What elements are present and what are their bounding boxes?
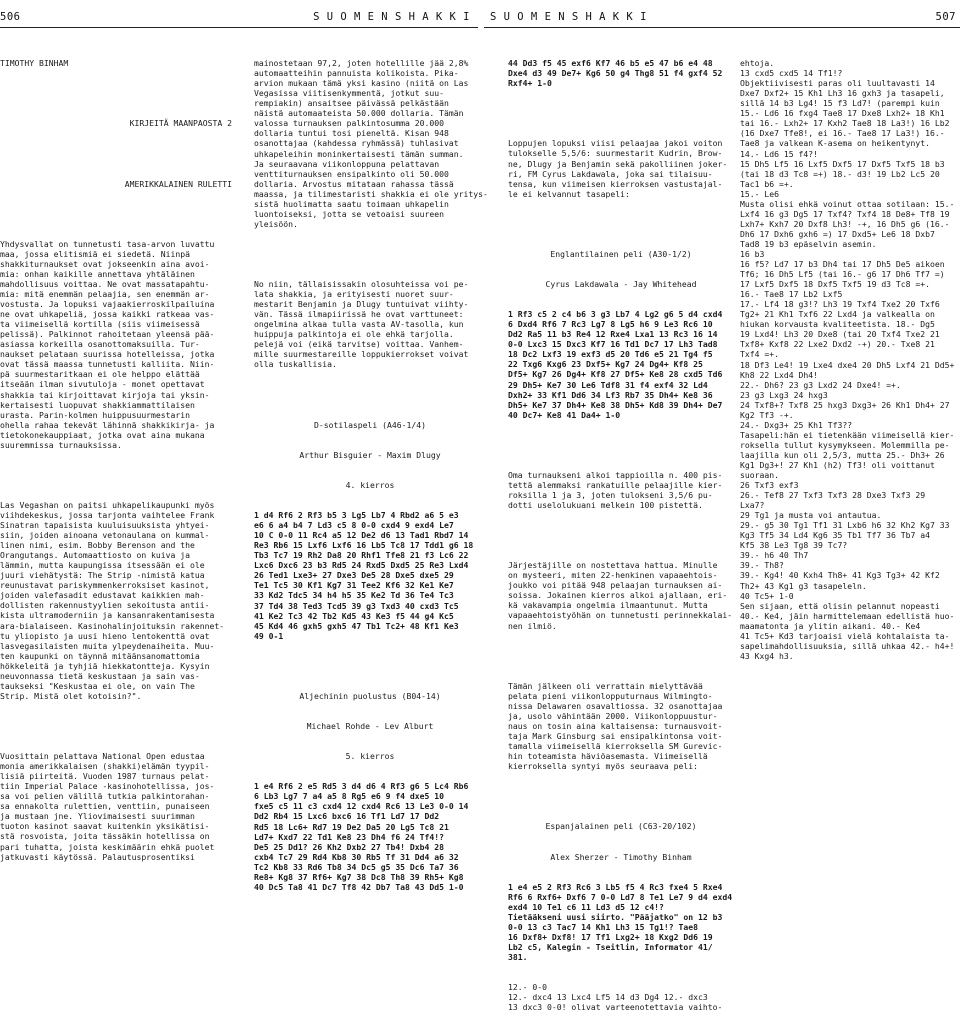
game-moves: 1 d4 Rf6 2 Rf3 b5 3 Lg5 Lb7 4 Rbd2 a6 5 e3 e6 6 a4 b4 7 Ld3 c5 8 0-0 cxd4 9 exd4 Le7 10 C 0-0 11 Rc4 a5 12 De2 d6 13 Tad1 Rbd7 14 Re3 Rb6 15 Lxf6 Lxf6 16 Lb5 Tc8 17 Tdd1 g6 18 Tb3 Tc7 19 Rh2 Da8 20 Rhf1 Tfe8 21 f3 Lc6 22 Lxc6 Dxc6 23 b3 Rd5 24 Rxd5 Dxd5 25 Re3 Lxd4 26 Ted1 Lxe3+ 27 Dxe3 De5 28 Dxe5 dxe5 29 Te1 Tc5 30 Kf1 Kg7 31 Tee2 Kf6 32 Ke1 Ke7 33 Kd2 Tdc5 34 h4 h5 35 Ke2 Td 36 Te4 Tc3 37 Td4 38 Ted3 Tcd5 39 g3 Txd3 40 cxd3 Tc5 41 Ke2 Tc3 42 Tb2 Kd5 43 Ke3 f5 44 g4 Kc5 45 Kd4 46 gxh5 gxh5 47 Tb1 Tc2+ 48 Kf1 Ke3 49 0-1 xyxy=(254,510,474,641)
game-opening: Aljechinin puolustus (B04-14) xyxy=(299,690,441,701)
header-rule-left xyxy=(0,27,478,28)
game-round: 5. kierros xyxy=(345,751,395,762)
paragraph: No niin, tällaisissakin olosuhteissa voi pe- lata shakkia, ja erityisesti nuoret suur- mestarit Benjamin ja Dlugy tuntuivat viihty- vän. Tässä ilmapiirissä he ovat varttuneet: ongelmina alkaa tulla vasta AV-tasolla, kun huippuja palkintoja ei ole ehkä tarjolla. pelejä voi (eikä tarvitse) voittaa. Vanhem- mille suurmestareille loppukierrokset voivat olla tuskallisia. xyxy=(254,279,469,370)
paragraph: Oma turnaukseni alkoi tappioilla n. 400 pis- tettä alemmaksi rankatuille pelaajille kier- roksilla 1 ja 3, joten tulokseni 3,5/6 pu- dotti uselolukuani melkein 100 pistettä. xyxy=(508,469,723,511)
article-title: KIRJEITÄ MAANPAOSTA 2 xyxy=(129,118,232,129)
game-moves-annotation: 12.- 0-0 12.- dxc4 13 Lxc4 Lf5 14 d3 Dg4 12.- dxc3 13 dxc3 0-0! olivat varteenotettavia vaihto- xyxy=(508,982,723,1013)
column-2 xyxy=(254,38,488,892)
header-rule-right xyxy=(484,27,960,28)
game-annotations: ehtoja. 13 cxd5 cxd5 14 Tf1!? Objektiivisesti paras oli luultavasti 14 Dxe7 Dxf2+ 15 Kh1 Lh3 16 gxh3 ja tasapeli, sillä 14 b3 Lg4! 15 f3 Ld7! (parempi kuin 15.- Ld6 16 fxg4 Tae8 17 Dxe8 Lxh2+ 18 Kh1 tai 16.- Lxh2+ 17 Kxh2 Tae8 18 La3!) 16 Lb2 (16 Dxe7 Tfe8!, ei 16.- Tae8 17 La3!) 16.- Tae8 ja valkean K-asema on heikentynyt. 14.- Ld6 15 f4?! 15 Dh5 Lf5 16 Lxf5 Dxf5 17 Dxf5 Txf5 18 b3 (tai 18 d3 Tc8 =+) 18.- d3! 19 Lb2 Lc5 20 Tac1 b6 =+. 15.- Le6 Musta olisi ehkä voinut ottaa sotilaan: 15.- Lxf4 16 g3 Dg5 17 Txf4? Txf4 18 De8+ Tf8 19 Lxh7+ Kxh7 20 Dxf8 Lh3! -+, 16 Dh5 g6 (16.- Dh6 17 Dxh6 gxh6 =) 17 Dxd5+ Le6 18 Dxb7 Tad8 19 b3 epäselvin asemin. 16 b3 16 f5? Ld7 17 b3 Dh4 tai 17 Dh5 De5 aikoen Tf6; 16 Dh5 Lf5 (tai 16.- g6 17 Dh6 Tf7 =) 17 Lxf5 Dxf5 18 Dxf5 Txf5 19 d3 Tc8 =+. 16.- Tae8 17 Lb2 Lxf5 17.- Lf4 18 g3!? Lh3 19 Txf4 Txe2 20 Txf6 Tg2+ 21 Kh1 Txf6 22 Lxd4 ja valkealla on hiukan korvausta kvaliteetista. 18.- Dg5 19 Lxd4! Lh3 20 Dxe8 (tai 20 Txf4 Txe2 21 Txf8+ Kxf8 22 Lxe2 Dxd2 -+) 20.- Txe8 21 Txf4 =+. 18 Df3 Le4! 19 Lxe4 dxe4 20 Dh5 Lxf4 21 Dd5+ Kh8 22 Lxd4 Dh4! 22.- Dh6? 23 g3 Lxd2 24 Dxe4! =+. 23 g3 Lxg3 24 hxg3 24 Txf8+? Txf8 25 hxg3 Dxg3+ 26 Kh1 Dh4+ 27 Kg2 Tf3 -+. 24.- Dxg3+ 25 Kh1 Tf3?? Tasapeli:hän ei tietenkään viimeisellä kier- roksella tullut kysymykseen. Molemmilla pe- laajilla kun oli 2,5/3, mutta 25.- Dh3+ 26 Kg1 Dg3+! 27 Kh1 (h2) Tf3! oli voittanut suoraan. 26 Txf3 exf3 26.- Tef8 27 Txf3 Txf3 28 Dxe3 Txf3 29 Lxa7? 29 Tg1 ja musta voi antautua. 29.- g5 30 Tg1 Tf1 31 Lxb6 h6 32 Kh2 Kg7 33 Kg3 Tf5 34 Ld4 Kg6 35 Tb1 Tf7 36 Tb7 a4 Kf5 38 Le3 Tg8 39 Tc7? 39.- h6 40 Th7 39.- Th8? 39.- Kg4! 40 Kxh4 Th8+ 41 Kg3 Tg3+ 42 Kf2 Th2+ 43 Kg1 g3 tasapeleln. 40 Tc5+ 1-0 Sen sijaan, että olisin pelannut nopeasti 40.- Ke4, jäin harmittelemaan edellistä huo- maamatonta ja ylitin aikani. 40.- Ke4 41 Tc5+ Kd3 tarjoaisi vielä kohtalaista ta- sapelimahdollisuuksia, sillä uhkaa 42.- h4+! 43 Kxg4 h3. xyxy=(740,58,955,661)
paragraph: Vuosittain pelattava National Open edustaa monia amerikkalaisen (shakki)elämän tyypil- lisiä piirteitä. Vuoden 1987 turnaus pelat- tiin Imperial Palace -kasinohotellissa, jos- sa voi pelien välillä tutkia palkintorahan- sa ennakolta rulettien, venttiin, punaiseen ja mustaan jne. Yliovimaisesti suurimman tuoton kasinot saavat kuitenkin yksikätisi- stä rosvoista, joita tässäkin hotellissa on pari tuhatta, joista keskimäärin ehkä puolet jatkuvasti käytössä. Palautusprosentiksi xyxy=(0,751,215,862)
game-players: Arthur Bisguier - Maxim Dlugy xyxy=(299,449,441,460)
article-author: TIMOTHY BINHAM xyxy=(0,58,69,69)
game-players: Alex Sherzer - Timothy Binham xyxy=(550,851,692,862)
running-title-left: S U O M E N S H A K K I xyxy=(313,11,470,23)
game-opening: D-sotilaspeli (A46-1/4) xyxy=(313,419,427,430)
column-3 xyxy=(508,38,734,1013)
game-players: Michael Rohde - Lev Alburt xyxy=(306,721,434,732)
game-moves: 1 e4 e5 2 Rf3 Rc6 3 Lb5 f5 4 Rc3 fxe4 5 Rxe4 Rf6 6 Rxf6+ Dxf6 7 0-0 Ld7 8 Te1 Le7 9 d4 exd4 exd4 10 Te1 c6 11 Ld3 d5 12 c4!? Tietääkseni uusi siirto. "Pääjatko" on 12 b3 0-0 13 c3 Tac7 14 Kh1 Lh3 15 Tg1!? Tae8 16 Dxf8+ Dxf8! 17 Tf1 Lxg2+ 18 Kxg2 Dd6 19 Lb2 c5, Kalegin - Tseitlin, Informator 41/ 381. xyxy=(508,881,733,962)
page-number-left: 506 xyxy=(0,11,21,23)
game-moves: 44 Dd3 f5 45 exf6 Kf7 46 b5 e5 47 b6 e4 48 Dxe4 d3 49 De7+ Kg6 50 g4 Thg8 51 f4 gxf4 52 Rxf4+ 1-0 xyxy=(508,58,723,89)
paragraph: Las Vegashan on paitsi uhkapelikaupunki myös viihdekeskus, jossa tarjonta vaihtelee Frank Sinatran tapaisista kuuluisuuksista yhtyei- siin, joiden ainoana vetonaulana on kummal- linen nimi, esim. Bobby Berenson and the Orangutangs. Automaattiosto on kuiva ja lämmin, mutta kaupungissa itsessään ei ole juuri viehätystä: The Strip -nimistä katua reunustavat pariskymmenkerroksiset kasinot, joiden valefasadit edustavat kaikkien mah- dollisten rakennustyylien sekoitusta antii- kista ultramoderniin ja kansanrakentamisesta ara-bialaiseen. Kasinohalinjoituksin rakennet- tu yliopisto ja uusi hieno lentokenttä ovat lasvegasilaisten muita ylpeydenaiheita. Muu- ten kaupunki on täynnä mitäänsanomattomia hökkeleitä ja tyhjiä hiekkatontteja. Kysyin neuvonnassa tietä keskustaan ja sain vas- taukseksi "Keskustaa ei ole, on vain The Strip. Mistä olet kotoisin?". xyxy=(0,499,225,701)
header-left xyxy=(0,11,478,23)
game-moves: 1 e4 Rf6 2 e5 Rd5 3 d4 d6 4 Rf3 g6 5 Lc4 Rb6 6 Lb3 Lg7 7 a4 a5 8 Rg5 e6 9 f4 dxe5 10 fxe5 c5 11 c3 cxd4 12 cxd4 Rc6 13 Le3 0-0 14 Dd2 Rb4 15 Lxc6 bxc6 16 Tf1 Ld7 17 Dd2 Rd5 18 Lc6+ Rd7 19 De2 Da5 20 Lg5 Tc8 21 Ld7+ Kxd7 22 Td1 Ke8 23 Dh4 f6 24 Tf4!? De5 25 Dd1? 26 Kh2 Dxb2 27 Tb4! Dxb4 28 cxb4 Tc7 29 Rd4 Kb8 30 Rb5 Tf 31 Dd4 a6 32 Tc2 Kb8 33 Rd6 Tb8 34 Dc5 g5 35 Dc6 Ta7 36 Re8+ Kg8 37 Rf6+ Kg7 38 Dc8 Th8 39 Rh5+ Kg8 40 Dc5 Ta8 41 Dc7 Tf8 42 Db7 Ta8 43 Dd5 1-0 xyxy=(254,781,469,892)
running-title-right: S U O M E N S H A K K I xyxy=(490,11,647,23)
column-1 xyxy=(0,38,240,862)
paragraph: Yhdysvallat on tunnetusti tasa-arvon luvattu maa, jossa elitismiä ei siedetä. Niinpä shakkiturnaukset ovat jokseenkin aina avoi- mia: onhan kaikille annettava yhtäläinen mahdollisuus voittaa. Ne ovat massatapahtu- mia: mitä enemmän pelaajia, sen enemmän ar- vostusta. Ja lopuksi vajaakierroskilpailuina ne ovat uhkapeliä, jossa kaikki ratkeaa vas- ta viimeisellä kortilla (siis viimeisessä pelissä). Palkinnot rahoitetaan yleensä pää- asiassa korkeilla osanottomaksuilla. Tur- naukset pelataan suurissa hotelleissa, jotka ovat tässä maassa tunnetusti kalliita. Niin- pä suurmestaritkaan ei ole helppo elättää itseään ilman sivutuloja - monet opettavat shakkia tai kirjoittavat kirjoja tai yksin- kertaisesti luopuvat shakkiammattilaisen urasta. Parin-kolmen huippusuurmestarin ohella rahaa tekevät lähinnä shakkikirja- ja tietokonekauppiaat, jotka ovat aina mukana suuremmissa turnauksissa. xyxy=(0,238,215,450)
game-round: 4. kierros xyxy=(345,479,395,490)
column-4 xyxy=(740,38,960,688)
paragraph: Tämän jälkeen oli verrattain mielyttävää pelata pieni viikonlopputurnaus Wilmingto- nissa Delawaren osavaltiossa. 32 osanottajaa ja, usolo vähintään 2000. Viikonloppuustur- naus on tosin aina kaltaisensa: turnausvoit- taja Mark Ginsburg sai ensipalkintonsa voit- tamalla viimeisellä kierroksella SM Gurevic- hin toteamista häviöasemasta. Viimeisellä kierroksella syntyi myös seuraava peli: xyxy=(508,680,723,772)
game-opening: Espanjalainen peli (C63-20/102) xyxy=(545,821,697,832)
article-subtitle: AMERIKKALAINEN RULETTI xyxy=(124,178,232,189)
header-right xyxy=(484,11,956,23)
game-moves: 1 Rf3 c5 2 c4 b6 3 g3 Lb7 4 Lg2 g6 5 d4 cxd4 6 Dxd4 Rf6 7 Rc3 Lg7 8 Lg5 h6 9 Le3 Rc6 10 Dd2 Ra5 11 b3 Re4 12 Rxe4 Lxa1 13 Rc3 16 14 0-0 Lxc3 15 Dxc3 Kf7 16 Td1 Dc7 17 Lh3 Tad8 18 Dc2 Lxf3 19 exf3 d5 20 Td6 e5 21 Tg4 f5 22 Txg6 Kxg6 23 Dxf5+ Kg7 24 Dg4+ Kf8 25 Df5+ Kg7 26 Dg4+ Kf8 27 Df5+ Ke8 28 cxd5 Td6 29 Dh5+ Ke7 30 Le6 Tdf8 31 f4 exf4 32 Ld4 Dxh2+ 33 Kf1 Dd6 34 Lf3 Rb7 35 Dh4+ Ke8 36 Dh5+ Ke7 37 Dh4+ Ke8 38 Dh5+ Kd8 39 Dh4+ De7 40 Dc7+ Ke8 41 Da4+ 1-0 xyxy=(508,309,723,420)
paragraph: Loppujen lopuksi viisi pelaajaa jakoi voiton tulokselle 5,5/6: suurmestarit Kudrin, Brow- ne, Dlugy ja Benjamin sekä pakolliinen joker- ri, FM Cyrus Lakdawala, joka sai tilaisuu- tensa, kun viimeisen kierroksen vastustajal- le ei kelvannut tasapeli: xyxy=(508,138,728,199)
page-number-right: 507 xyxy=(935,11,956,23)
game-opening: Englantilainen peli (A30-1/2) xyxy=(550,248,692,259)
game-players: Cyrus Lakdawala - Jay Whitehead xyxy=(545,279,697,290)
paragraph: Järjestäjille on nostettava hattua. Minulle on mysteeri, miten 22-henkinen vapaaehtois- joukko voi pitää 948 pelaajan turnauksen ai- soissa. Jokainen kierros alkoi ajallaan, eri- kä vakavampia ongelmia ilmaantunut. Mutta vapaaehtoistyöhän on tunnetusti perinnekkalai- nen ilmiö. xyxy=(508,560,733,631)
paragraph: mainostetaan 97,2, joten hotellille jää 2,8% automaatteihin pannuista kolikoista. Pika- arvion mukaan tämä yksi kasino (niitä on Las Vegasissa viitisenkymmentä, jotkut suu- rempiakin) ansaitsee päivässä pelkästään näistä automaateista 50.000 dollaria. Tämän valossa turnauksen palkintosumma 20.000 dollaria tuntui tosi pieneltä. Kisan 948 osanottajaa (kahdessa ryhmässä) tuhlasivat uhkapeleihin moninkertaisesti tämän summan. Ja seuraavana viikonloppuna pelattavan venttiturnauksen ensipalkinto oli 50.000 dollaria. Arvostus mitataan rahassa tässä maassa, ja tilimestaristi shakkia ei ole yritys- sistä huolimatta saatu toimaan uhkapelin luontoiseksi, jotta se vetoaisi suureen yleisöön. xyxy=(254,58,488,229)
